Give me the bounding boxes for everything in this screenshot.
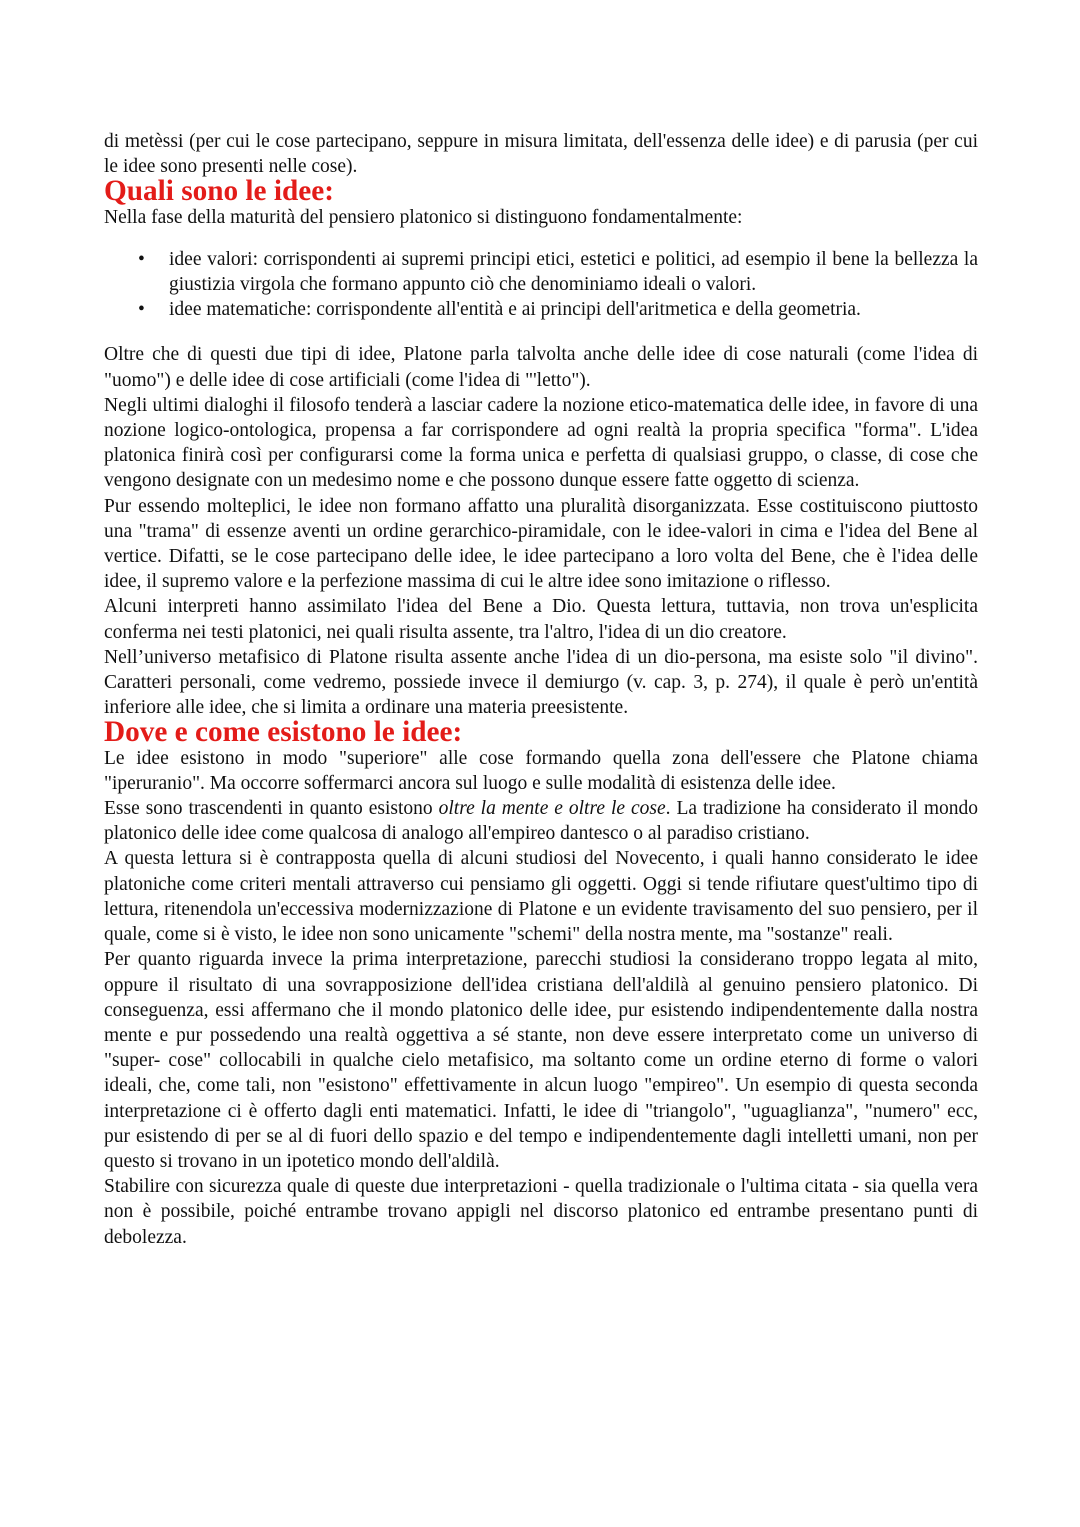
- section1-paragraph: Pur essendo molteplici, le idee non formano affatto una pluralità disorganizzata. Esse costituiscono piuttosto una "trama" di essenze aventi un ordine gerarchico-piramidale, con le idee-valori in cima e l'idea del Bene al vertice. Difatti, se le cose partecipano delle idee, le idee partecipano a loro volta del Bene, che è l'idea delle idee, il supremo valore e la perfezione massima di cui le altre idee sono imitazione o riflesso.: [104, 495, 978, 593]
- bullet-icon: •: [138, 299, 145, 321]
- section-heading-dove-e-come-esistono: Dove e come esistono le idee:: [104, 716, 463, 749]
- italic-emphasis: oltre la mente e oltre le cose: [438, 798, 666, 820]
- document-page: [104, 129, 978, 1250]
- section1-paragraph: Alcuni interpreti hanno assimilato l'idea del Bene a Dio. Questa lettura, tuttavia, non trova un'esplicita conferma nei testi platonici, nei quali risulta assente, tra l'altro, l'idea di un dio creatore.: [104, 596, 978, 643]
- section1-paragraph: Oltre che di questi due tipi di idee, Platone parla talvolta anche delle idee di cose naturali (come l'idea di "uomo") e delle idee di cose artificiali (come l'idea di "'letto").: [104, 344, 978, 391]
- intro-paragraph: di metèssi (per cui le cose partecipano, seppure in misura limitata, dell'essenza delle idee) e di parusia (per cui le idee sono presenti nelle cose).: [104, 131, 978, 178]
- list-item-idee-valori: [104, 247, 978, 297]
- section2-paragraph: A questa lettura si è contrapposta quella di alcuni studiosi del Novecento, i quali hanno considerato le idee platoniche come criteri mentali attraverso cui pensiamo gli oggetti. Oggi si tende rifiutare quest'ultimo tipo di lettura, ritenendola un'eccessiva modernizzazione di Platone e un evidente travisamento del suo pensiero, per il quale, come si è visto, le idee non sono unicamente "schemi" della nostra mente, ma "sostanze" reali.: [104, 848, 978, 946]
- section2-paragraph: Le idee esistono in modo "superiore" alle cose formando quella zona dell'essere che Platone chiama "iperuranio". Ma occorre soffermarci ancora sul luogo e sulle modalità di esistenza delle idee.: [104, 747, 978, 794]
- list-item-idee-matematiche: [104, 297, 978, 322]
- section1-paragraph: Nell’universo metafisico di Platone risulta assente anche l'idea di un dio-persona, ma esiste solo "il divino". Caratteri personali, come vedremo, possiede invece il demiurgo (v. cap. 3, p. 274), il quale è però un'entità inferiore alle idee, che si limita a ordinare una materia preesistente.: [104, 646, 978, 719]
- text-run: . La tradizione ha considerato il mondo platonico delle idee come qualcosa di analogo all'empireo dantesco o al paradiso cristiano.: [104, 798, 978, 845]
- list-item-text: idee valori: corrispondenti ai supremi principi etici, estetici e politici, ad esempio il bene la bellezza la giustizia virgola che formano appunto ciò che denominiamo ideali o valori.: [169, 248, 978, 296]
- section-heading-quali-sono-le-idee: Quali sono le idee:: [104, 175, 334, 208]
- section2-paragraph: Per quanto riguarda invece la prima interpretazione, parecchi studiosi la considerano troppo legata al mito, oppure il risultato di una sovrapposizione dell'idea cristiana dell'aldilà al genuino pensiero platonico. Di conseguenza, essi affermano che il mondo platonico delle idee, pur esistendo indipendentemente dalla nostra mente e pur possedendo una realtà oggettiva a sé stante, non deve essere interpretato come un universo di "super- cose" collocabili in qualche cielo metafisico, ma soltanto come un ordine eterno di forme o valori ideali, che, come tali, non "esistono" effettivamente in alcun luogo "empireo". Un esempio di questa seconda interpretazione ci è offerto dagli enti matematici. Infatti, le idee di "triangolo", "uguaglianza", "numero" ecc, pur esistendo di per se al di fuori dello spazio e del tempo e indipendentemente dagli intelletti umani, non per questo si trovano in un ipotetico mondo dell'aldilà.: [104, 949, 978, 1172]
- section2-paragraph-trascendenti: [104, 796, 978, 846]
- text-run: Esse sono trascendenti in quanto esistono: [104, 798, 439, 820]
- section1-paragraph: Negli ultimi dialoghi il filosofo tenderà a lasciar cadere la nozione etico-matematica delle idee, in favore di una nozione logico-ontologica, propensa a far corrispondere ad ogni realtà la propria specifica "forma". L'idea platonica finirà così per configurarsi come la forma unica e perfetta di qualsiasi gruppo, o classe, di cose che vengono designate con un medesimo nome e che possono dunque essere fatte oggetto di scienza.: [104, 394, 978, 492]
- list-item-text: idee matematiche: corrispondente all'entità e ai principi dell'aritmetica e della geometria.: [169, 299, 861, 321]
- section1-lead-paragraph: Nella fase della maturità del pensiero platonico si distinguono fondamentalmente:: [104, 206, 743, 228]
- bullet-icon: •: [138, 248, 145, 270]
- ideas-bullet-list: [104, 247, 978, 323]
- section2-paragraph: Stabilire con sicurezza quale di queste due interpretazioni - quella tradizionale o l'ultima citata - sia quella vera non è possibile, poiché entrambe trovano appigli nel discorso platonico ed entrambe presentano punti di debolezza.: [104, 1176, 978, 1248]
